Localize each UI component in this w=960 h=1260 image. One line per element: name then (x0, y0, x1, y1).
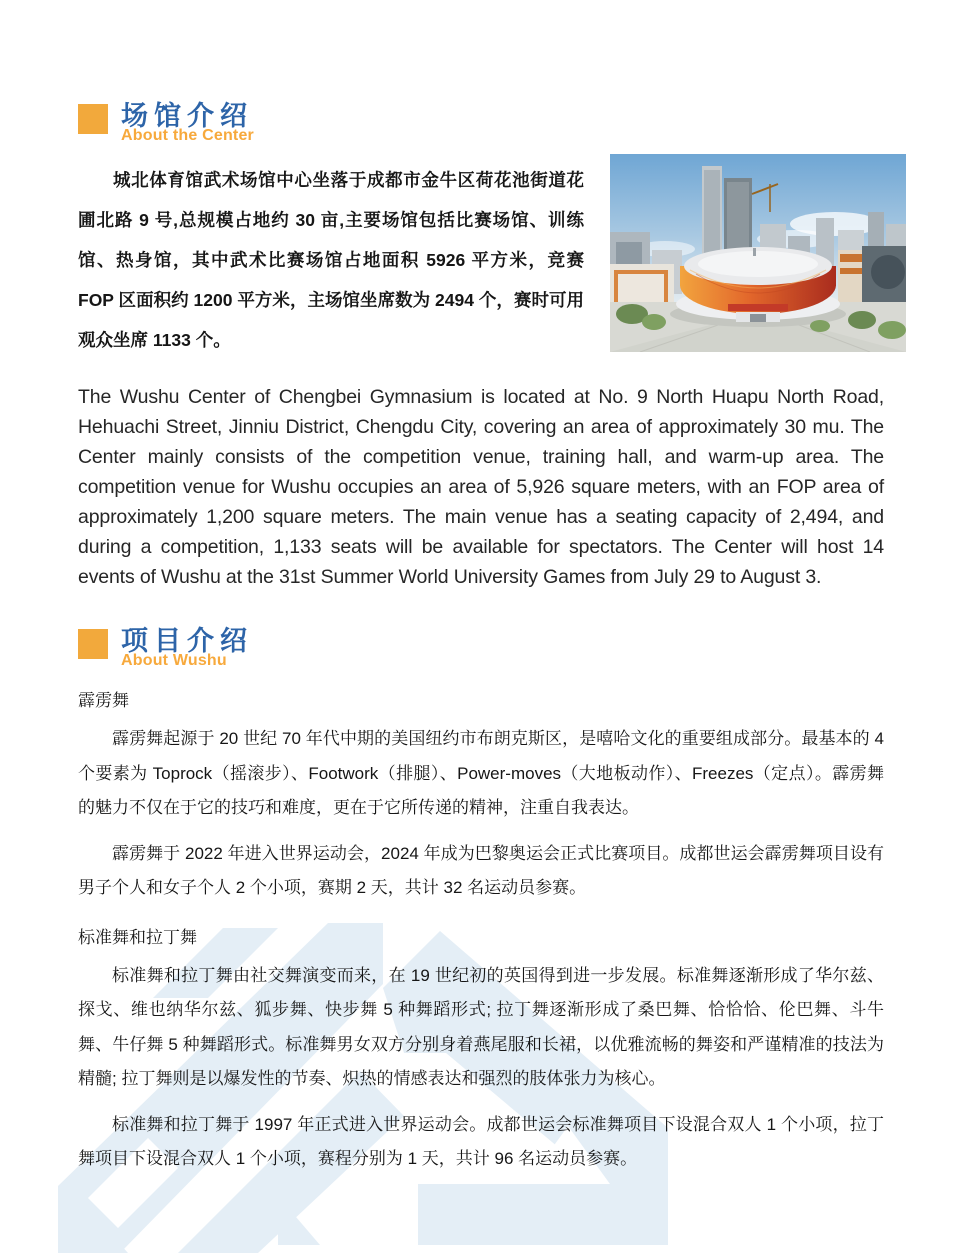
section-bullet-square (78, 629, 108, 659)
breaking-para-2: 霹雳舞于 2022 年进入世界运动会，2024 年成为巴黎奥运会正式比赛项目。成都世运会霹雳舞项目设有男子个人和女子个人 2 个小项，赛期 2 天，共计 32 名运动员参赛。 (78, 843, 884, 897)
venue-title-en: About the Center (121, 127, 254, 144)
section-heading-venue (78, 101, 884, 144)
dancesport-para-1: 标准舞和拉丁舞由社交舞演变而来，在 19 世纪初的英国得到进一步发展。标准舞逐渐形成了华尔兹、探戈、维也纳华尔兹、狐步舞、快步舞 5 种舞蹈形式; 拉丁舞逐渐形成了桑巴舞、恰恰恰、伦巴舞、斗牛舞、牛仔舞 5 种舞蹈形式。标准舞男女双方分别身着燕尾服和长裙，以优雅流畅的舞姿和严谨精准的技法为精髓; 拉丁舞则是以爆发性的节奏、炽热的情感表达和强烈的肢体张力为核心。 (78, 965, 884, 1088)
page-content (0, 101, 960, 1177)
heading-text-venue (121, 101, 254, 144)
venue-title-zh: 场馆介绍 (121, 101, 253, 131)
dancesport-para-2: 标准舞和拉丁舞于 1997 年正式进入世界运动会。成都世运会标准舞项目下设混合双人 1 个小项，拉丁舞项目下设混合双人 1 个小项，赛程分别为 1 天，共计 96 名运动员参赛。 (78, 1114, 884, 1168)
breaking-para-1: 霹雳舞起源于 20 世纪 70 年代中期的美国纽约市布朗克斯区，是嘻哈文化的重要组成部分。最基本的 4 个要素为 Toprock（摇滚步）、Footwork（排腿）、Power-moves（大地板动作）、Freezes（定点）。霹雳舞的魅力不仅在于它的技巧和难度，更在于它所传递的精神，注重自我表达。 (78, 729, 884, 817)
heading-text-events (121, 626, 253, 669)
events-title-en: About Wushu (121, 652, 227, 669)
venue-intro-row (78, 160, 884, 360)
venue-photo (610, 154, 906, 352)
section-heading-events (78, 626, 884, 669)
section-bullet-square (78, 104, 108, 134)
venue-intro-zh: 城北体育馆武术场馆中心坐落于成都市金牛区荷花池街道花圃北路 9 号,总规模占地约 30 亩,主要场馆包括比赛场馆、训练馆、热身馆，其中武术比赛场馆占地面积 5926 平方米，竞赛 FOP 区面积约 1200 平方米，主场馆坐席数为 2494 个，赛时可用观众坐席 1133 个。 (78, 170, 584, 350)
breaking-heading: 霹雳舞 (78, 691, 129, 710)
dancesport-heading: 标准舞和拉丁舞 (78, 927, 197, 947)
venue-intro-en: The Wushu Center of Chengbei Gymnasium is located at No. 9 North Huapu North Road, Hehuachi Street, Jinniu District, Chengdu City, covering an area of approximately 30 mu. The Center mainly consists of the competition venue, training hall, and warm-up area. The competition venue for Wushu occupies an area of 5,926 square meters, with an FOP area of approximately 1,200 square meters. The main venue has a seating capacity of 2,494, and during a competition, 1,133 seats will be available for spectators. The Center will host 14 events of Wushu at the 31st Summer World University Games from July 29 to August 3. (78, 386, 884, 588)
events-title-zh: 项目介绍 (121, 626, 253, 656)
